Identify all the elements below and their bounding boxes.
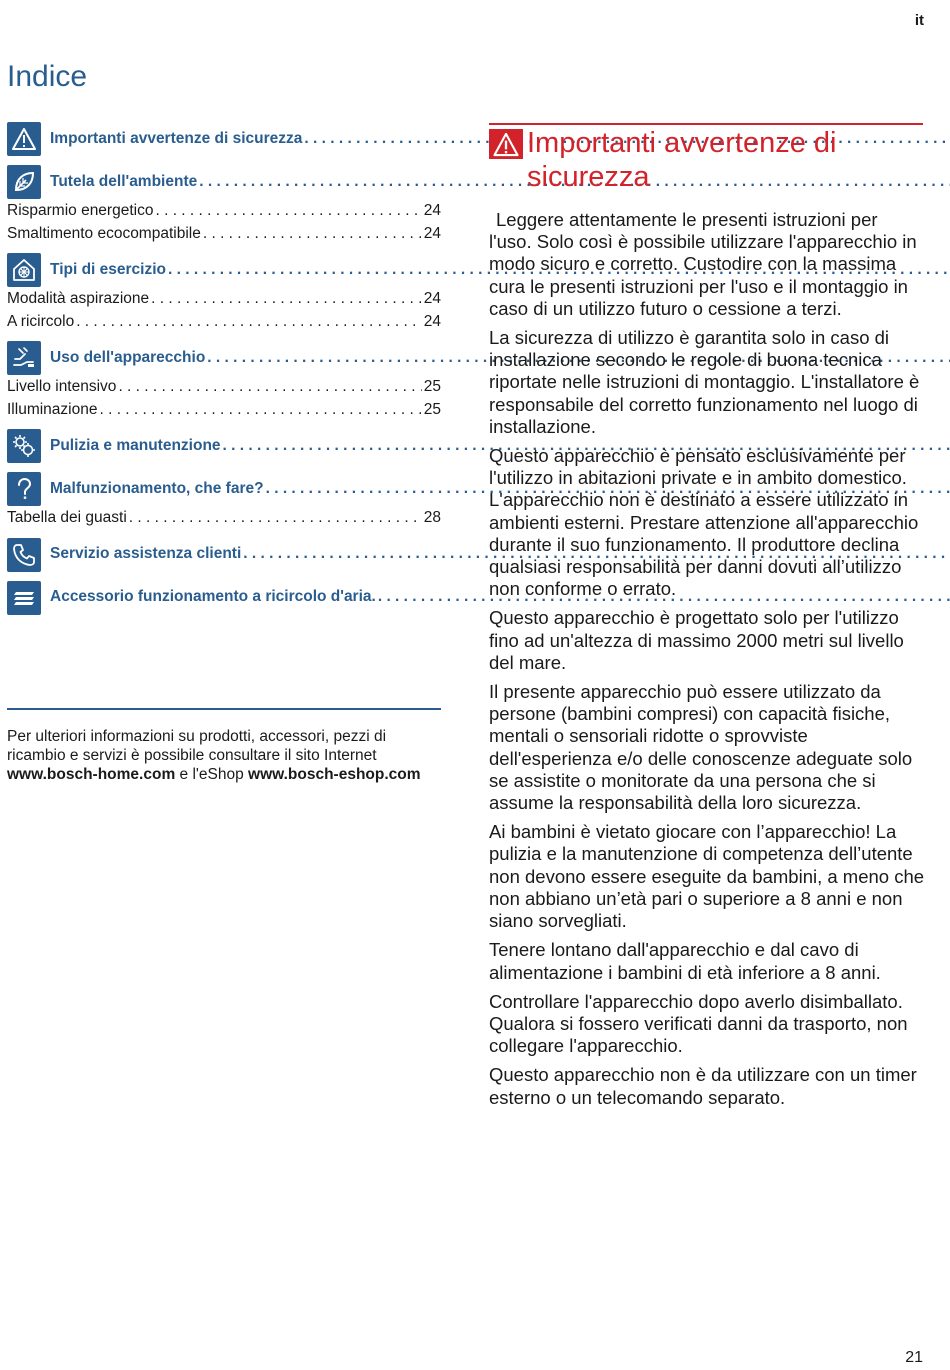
toc-section-label: Tipi di esercizio — [50, 260, 167, 278]
section-title — [489, 126, 929, 194]
toc-section[interactable] — [7, 537, 441, 573]
toc-group — [7, 121, 441, 157]
language-tag: it — [914, 12, 924, 29]
toc-group — [7, 580, 441, 616]
paragraph: Il presente apparecchio può essere utilizzato da persone (bambini compresi) con capacità fisiche, mentali o sensoriali ridotte o sprovviste dell'esperienza e/o delle conoscenze adeguate solo se assistite o monitorate da una persona che si assume la responsabilità della loro sicurezza. — [489, 681, 913, 814]
toc-page-number: 24 — [423, 202, 441, 219]
paragraph: Tenere lontano dall'apparecchio e dal cavo di alimentazione i bambini di età inferiore a 8 anni. — [489, 939, 881, 983]
toc-subsection-label: Modalità aspirazione — [7, 290, 150, 307]
toc-section-label: Uso dell'apparecchio — [50, 348, 206, 366]
toc-section[interactable] — [7, 471, 441, 507]
toc-section-label: Accessorio funzionamento a ricircolo d'aria. — [50, 588, 376, 606]
paragraph: La sicurezza di utilizzo è garantita solo in caso di installazione secondo le regole di buona tecnica riportate nelle istruzioni di montaggio. L'installatore è responsabile del corretto funzionamento nel luogo di installazione. — [489, 327, 920, 437]
toc-page-number: 24 — [423, 290, 441, 307]
fan-house-icon — [7, 253, 41, 287]
gears-icon — [7, 429, 41, 463]
toc-subsection-label: Tabella dei guasti — [7, 509, 127, 526]
website-link[interactable]: www.bosch-home.com — [7, 766, 176, 783]
toc-subsection-label: Illuminazione — [7, 400, 98, 418]
toc-subsection[interactable] — [7, 399, 441, 422]
paragraph: Ai bambini è vietato giocare con l’apparecchio! La pulizia e la manutenzione di competenza dell’utente non devono essere eseguite da bambini, a meno che non abbiano un’età pari o superiore a 8 anni e non siano sorvegliati. — [489, 821, 925, 932]
toc-section-label: Servizio assistenza clienti — [50, 545, 242, 563]
toc-section[interactable] — [7, 121, 441, 157]
toc-subsection[interactable] — [7, 311, 441, 334]
toc-section[interactable] — [7, 580, 441, 616]
toc-section[interactable] — [7, 340, 441, 376]
phone-icon — [7, 538, 41, 572]
toc-section[interactable] — [7, 252, 441, 288]
toc-subsection-label: Smaltimento ecocompatibile — [7, 224, 201, 242]
index-title: Indice — [7, 60, 88, 93]
toc-subsection-label: Risparmio energetico — [7, 202, 154, 219]
divider — [489, 123, 923, 125]
toc-section-label: Pulizia e manutenzione — [50, 436, 221, 454]
toc-group — [7, 537, 441, 573]
paragraph: Controllare l'apparecchio dopo averlo disimballato. Qualora si fossero verificati danni da trasporto, non collegare l'apparecchio. — [489, 990, 908, 1057]
toc-page-number: 24 — [423, 224, 441, 242]
info-paragraph — [7, 727, 441, 784]
toc-group — [7, 340, 441, 421]
toc-subsection[interactable] — [7, 288, 441, 311]
toc-page-number: 28 — [423, 509, 441, 526]
hand-operation-icon — [7, 341, 41, 375]
paragraph: Questo apparecchio non è da utilizzare con un timer esterno o un telecomando separato. — [489, 1064, 917, 1108]
toc-subsection[interactable] — [7, 376, 441, 399]
section-body — [489, 209, 925, 1116]
section-title-text: Importanti avvertenze di sicurezza — [527, 127, 837, 193]
toc-section[interactable] — [7, 164, 441, 200]
toc-section[interactable] — [7, 428, 441, 464]
toc-group — [7, 252, 441, 333]
toc-page-number: 25 — [423, 378, 441, 395]
toc-section-label: Importanti avvertenze di sicurezza — [50, 129, 303, 147]
leaf-icon — [7, 165, 41, 199]
toc-subsection[interactable] — [7, 223, 441, 246]
toc-subsection[interactable] — [7, 507, 441, 530]
toc-group — [7, 471, 441, 530]
toc-subsection-label: A ricircolo — [7, 312, 75, 330]
question-icon — [7, 472, 41, 506]
toc-section-label: Tutela dell'ambiente — [50, 172, 198, 190]
paragraph: Leggere attentamente le presenti istruzioni per l'uso. Solo così è possibile utilizzare l'apparecchio in modo sicuro e corretto. Custodire con la massima cura le presenti istruzioni per l'uso e il montaggio in caso di un utilizzo futuro o cessione a terzi. — [489, 209, 917, 319]
filter-icon — [7, 581, 41, 615]
warning-icon — [7, 122, 41, 156]
eshop-link[interactable]: www.bosch-eshop.com — [248, 766, 421, 783]
toc-subsection-label: Livello intensivo — [7, 378, 117, 395]
paragraph: Questo apparecchio è pensato esclusivamente per l'utilizzo in abitazioni private e in ambito domestico. L'apparecchio non è destinato a essere utilizzato in ambienti esterni. Prestare attenzione all'apparecchio durante il suo funzionamento. Il produttore declina qualsiasi responsabilità per danni dovuti all’utilizzo non conforme o errato. — [489, 445, 919, 600]
toc-subsection[interactable] — [7, 200, 441, 223]
toc-group — [7, 164, 441, 245]
toc-section-label: Malfunzionamento, che fare? — [50, 479, 264, 497]
table-of-contents — [7, 114, 441, 619]
info-text: e l'eShop — [179, 766, 244, 783]
warning-icon — [489, 129, 523, 159]
toc-page-number: 25 — [423, 400, 441, 418]
toc-page-number: 24 — [423, 312, 441, 330]
divider — [7, 708, 441, 710]
paragraph: Questo apparecchio è progettato solo per l'utilizzo fino ad un'altezza di massimo 2000 metri sul livello del mare. — [489, 607, 904, 673]
info-text: Per ulteriori informazioni su prodotti, accessori, pezzi di ricambio e servizi è possibile consultare il sito Internet — [7, 728, 387, 764]
toc-group — [7, 428, 441, 464]
page-number: 21 — [905, 1349, 923, 1366]
